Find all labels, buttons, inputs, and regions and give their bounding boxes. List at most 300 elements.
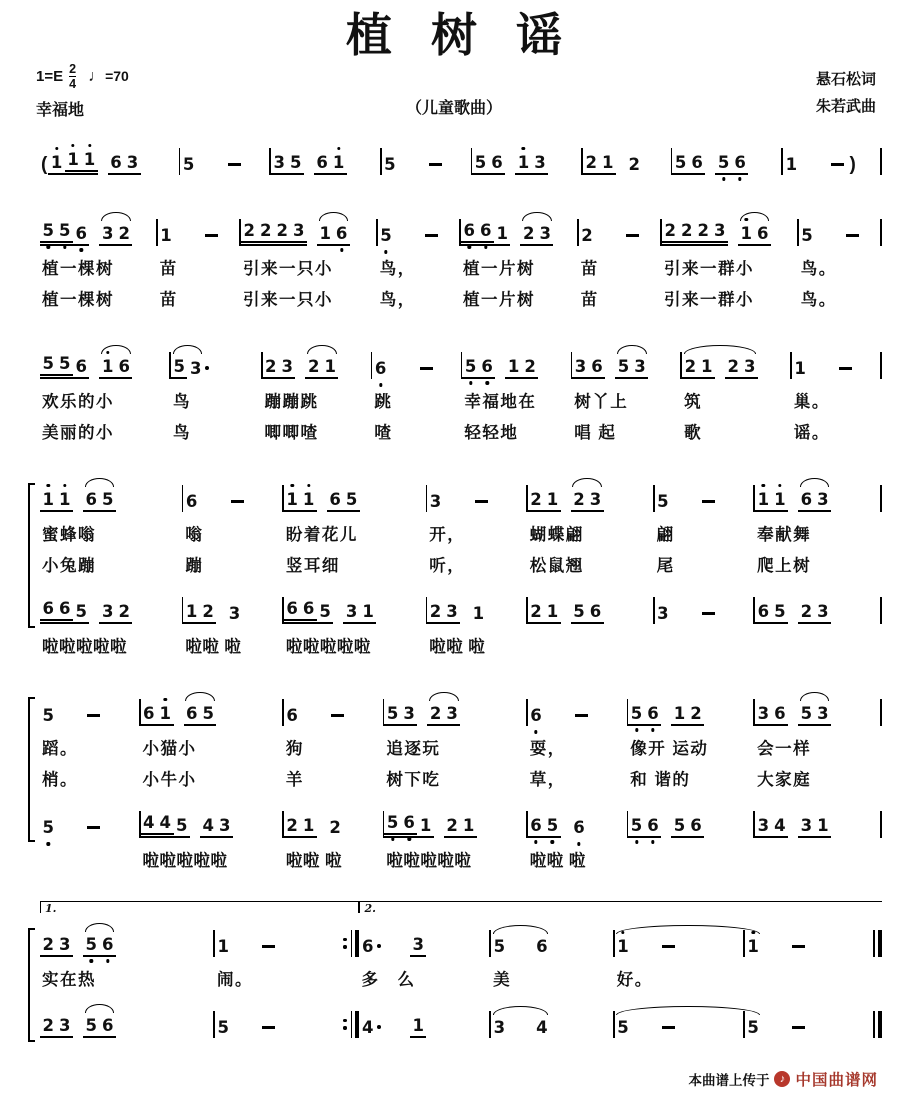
key-signature: 1=E (36, 68, 64, 86)
measure (628, 685, 755, 878)
thin-barline (873, 930, 875, 957)
note: 2 (725, 357, 741, 379)
notes-row-v2 (40, 997, 215, 1047)
note: 1 (599, 153, 615, 175)
note: 2 (40, 935, 56, 957)
measure-tokens (382, 155, 455, 175)
note: 5 (384, 813, 400, 838)
note: 1 (360, 602, 376, 624)
note: 2 (628, 154, 640, 174)
measure (40, 134, 180, 184)
lyrics-lyr2: 谣。 (793, 423, 830, 442)
notes-row-v1 (284, 685, 385, 735)
measure-tokens (183, 492, 256, 512)
notes-row-v1 (799, 205, 882, 255)
measure (171, 338, 263, 450)
system-1 (26, 134, 882, 184)
note: 5 (772, 602, 788, 624)
lyrics-lyr1: 实在热 (42, 970, 96, 989)
measure-tokens (40, 706, 113, 726)
lyrics-la (628, 847, 755, 878)
measure (491, 899, 615, 1047)
lyrics-la: 啦啦啦啦啦 (42, 637, 127, 656)
note: 1 (472, 603, 485, 623)
note: 2 (695, 221, 711, 246)
note: 3 (343, 602, 359, 624)
measure-tokens (461, 221, 561, 246)
repeat-dots (343, 1019, 346, 1030)
lyrics-lyr2: 鸟 (172, 423, 191, 442)
duration-dash (575, 714, 588, 717)
lyricist: 悬石松词 (815, 71, 876, 89)
measure-tokens (615, 937, 688, 957)
lyrics-lyr2: 草， (529, 770, 566, 789)
volta-row (215, 899, 360, 916)
note: 6 (732, 153, 748, 175)
measure (40, 899, 215, 1047)
note: 3 (189, 358, 202, 378)
measure (263, 338, 373, 450)
lyrics-lyr2: 竖耳细 (285, 556, 340, 575)
lyrics-lyr1: 蜜蜂嗡 (42, 525, 96, 544)
barline (880, 699, 882, 726)
lyrics-lyr2: 唧唧喳 (264, 423, 319, 442)
lyrics-lyr2: 听， (429, 556, 466, 575)
note: 6 (284, 599, 300, 624)
lyrics-lyr2: 引来一只小 (243, 290, 333, 309)
note: 4 (157, 813, 173, 838)
notes-row-v2 (615, 997, 745, 1047)
note: 1 (772, 490, 788, 512)
note: 5 (671, 816, 687, 838)
note: 5 (628, 816, 644, 838)
barline (880, 811, 882, 838)
note: 6 (108, 153, 124, 175)
note: 2 (528, 602, 544, 624)
note: 6 (56, 599, 72, 624)
lyrics-lyr1: 苗 (159, 259, 178, 278)
note: 3 (815, 704, 831, 726)
note: 1 (785, 154, 798, 174)
repeat-dot (343, 1026, 346, 1029)
score (26, 134, 882, 1047)
lyrics-lyr2: 轻轻地 (464, 423, 519, 442)
note: 3 (537, 224, 553, 246)
song-title: 植树谣 (345, 8, 602, 62)
lyrics-lyr1: 蹈。 (42, 739, 78, 758)
note: 3 (657, 603, 669, 623)
measure-tokens (528, 490, 612, 512)
notes-row-v2 (528, 797, 629, 847)
note: 6 (286, 705, 298, 725)
note: 6 (528, 816, 544, 838)
measure-tokens (372, 359, 445, 379)
note: 6 (688, 816, 704, 838)
note: 5 (171, 357, 187, 379)
duration-dash (262, 1026, 275, 1029)
lyrics-lyr2: 鸟， (379, 290, 416, 309)
duration-dash (231, 500, 244, 503)
note: 3 (532, 153, 548, 175)
measure-tokens (783, 154, 865, 175)
note: 5 (56, 354, 72, 379)
note: 2 (682, 357, 698, 379)
notes-row-v1 (40, 916, 215, 966)
lyrics-lyr2: 爬上树 (757, 556, 812, 575)
measure-columns (40, 685, 882, 878)
note: 1 (815, 816, 831, 838)
repeat-end-barline (343, 930, 359, 957)
lyrics-lyr2: 引来一群小 (664, 290, 755, 309)
thin-barline (351, 1011, 353, 1038)
note: 6 (361, 936, 374, 956)
lyrics-lyr1: 小猫小 (142, 739, 197, 758)
measure-tokens (141, 704, 225, 726)
notes-row-v2 (491, 997, 615, 1047)
measure-tokens (745, 1018, 818, 1038)
lyrics-lyr1: 盼着花儿 (285, 525, 358, 544)
duration-dash (87, 826, 100, 829)
notes-row-v1 (792, 338, 882, 388)
note: 5 (200, 704, 216, 726)
notes-row-v2 (655, 583, 756, 633)
note: 5 (73, 602, 89, 624)
notes-row-v1 (158, 205, 241, 255)
barline (880, 219, 882, 246)
measure (427, 471, 528, 664)
key-tempo-line (36, 63, 129, 91)
measure-tokens (284, 490, 368, 512)
measure-tokens (183, 602, 250, 624)
score-header (26, 63, 882, 120)
notes-row-v1 (783, 134, 882, 184)
measure-tokens (263, 357, 347, 379)
measure-tokens (615, 1018, 688, 1038)
note: 5 (493, 936, 506, 956)
measure-tokens (40, 150, 149, 175)
notes-row-v2 (755, 583, 882, 633)
note: 6 (772, 704, 788, 726)
notes-row-v1 (528, 685, 629, 735)
repeat-dot (343, 1019, 346, 1022)
lyrics-lyr1: 奉献舞 (757, 525, 812, 544)
lyrics-lyr2: 苗 (159, 290, 178, 309)
note: 5 (472, 153, 488, 175)
notes-row-v2 (359, 997, 491, 1047)
note: 3 (755, 704, 771, 726)
measure (384, 685, 527, 878)
duration-dash (831, 163, 844, 166)
site-name[interactable]: 中国曲谱网 (795, 1071, 878, 1089)
note: 5 (544, 816, 560, 838)
repeat-dots (343, 938, 346, 949)
system-4 (26, 471, 882, 664)
measure-tokens (40, 490, 124, 512)
measure (572, 338, 682, 450)
note: 6 (327, 490, 343, 512)
note: 3 (444, 602, 460, 624)
repeat-dot (343, 938, 346, 941)
notes-row-v2 (628, 797, 755, 847)
duration-dash (228, 163, 241, 166)
note: 6 (401, 813, 417, 838)
measure-tokens (284, 706, 357, 726)
notes-row-v1 (745, 916, 882, 966)
duration-dash (87, 714, 100, 717)
note: 4 (361, 1017, 374, 1037)
parenthesis: ) (849, 153, 856, 175)
notes-row-v1 (672, 134, 783, 184)
lyrics-lyr2: 松鼠翘 (529, 556, 584, 575)
note: 5 (384, 704, 400, 726)
measure-tokens (755, 704, 839, 726)
measure-tokens (655, 604, 728, 624)
note: 1 (40, 490, 56, 512)
note: 6 (116, 357, 132, 379)
lyrics-lyr1: 引来一只小 (243, 259, 333, 278)
lyrics-la (655, 633, 756, 664)
volta-row (615, 899, 745, 916)
lyrics-lyr1: 追逐玩 (386, 739, 441, 758)
note: 1 (183, 602, 199, 624)
lyrics-lyr1: 嗡 (185, 525, 204, 544)
measure (40, 338, 171, 450)
note: 6 (141, 704, 157, 726)
notes-row-v1 (491, 916, 615, 966)
lyrics-lyr1: 苗 (580, 259, 599, 278)
note: 3 (815, 602, 831, 624)
note: 2 (284, 816, 300, 838)
measure (215, 899, 360, 1047)
measure-tokens (180, 155, 253, 175)
duration-dash (792, 1026, 805, 1029)
thick-barline (878, 1011, 883, 1038)
expression-marking: 幸福地 (36, 101, 85, 119)
duration-dash (425, 234, 438, 237)
measure-tokens (491, 1018, 558, 1038)
lyrics-la (755, 847, 882, 878)
note: 2 (522, 357, 538, 379)
lyrics-lyr2: 美丽的小 (42, 423, 114, 442)
note: 2 (520, 224, 536, 246)
lyrics-la (755, 633, 882, 664)
duration-dash (205, 234, 218, 237)
measure-tokens (579, 226, 652, 246)
lyrics-la: 啦啦 啦 (285, 851, 342, 870)
measure-tokens (171, 357, 246, 379)
repeat-dot (343, 945, 346, 948)
lyrics-lyr2: 和 谐的 (630, 770, 691, 789)
note: 1 (330, 153, 346, 175)
note: 2 (528, 490, 544, 512)
note: 1 (56, 490, 72, 512)
measure-tokens (141, 813, 241, 838)
system-6 (26, 899, 882, 1047)
notes-row-v1 (583, 134, 672, 184)
measure (40, 205, 158, 317)
lyrics-lyr1: 幸福地在 (464, 392, 537, 411)
measure (382, 134, 473, 184)
note: 5 (715, 153, 731, 175)
tempo-marking (88, 68, 129, 86)
note: 1 (671, 704, 687, 726)
note: 6 (589, 357, 605, 379)
note: 5 (615, 357, 631, 379)
measure-tokens (755, 490, 839, 512)
duration-dash (429, 163, 442, 166)
duration-dash (846, 234, 859, 237)
lyrics-lyr1: 欢乐的小 (42, 392, 114, 411)
note: 6 (73, 357, 89, 379)
note: 5 (174, 816, 190, 838)
note: 1 (99, 357, 115, 379)
note: 6 (99, 935, 115, 957)
final-barline (873, 930, 882, 957)
note: 2 (427, 704, 443, 726)
note: 1 (65, 150, 81, 175)
lyrics-lyr2: 植一片树 (463, 290, 536, 309)
note: 3 (401, 704, 417, 726)
notes-row-v1 (40, 685, 141, 735)
measure-tokens (682, 357, 766, 379)
volta-label: 2. (364, 901, 376, 915)
note: 2 (798, 602, 814, 624)
note: 3 (798, 816, 814, 838)
measure-tokens (384, 813, 484, 838)
measure-tokens (427, 492, 500, 512)
note: 1 (48, 153, 64, 175)
note: 1 (699, 357, 715, 379)
note: 6 (528, 706, 544, 726)
note: 4 (772, 816, 788, 838)
augmentation-dot (205, 366, 209, 370)
notes-row-v1 (472, 134, 583, 184)
note: 3 (279, 357, 295, 379)
note: 3 (290, 221, 306, 246)
volta-row (40, 899, 215, 916)
credits (816, 67, 882, 120)
note: 6 (479, 357, 495, 379)
lyrics-lyr2: 小牛小 (142, 770, 197, 789)
note: 1 (317, 224, 333, 246)
note: 6 (645, 704, 661, 726)
measure-tokens (755, 816, 839, 838)
site-logo-icon[interactable]: ♪ (774, 1071, 790, 1087)
note: 4 (200, 816, 216, 838)
notes-row-v2 (427, 583, 528, 633)
note: 3 (124, 153, 140, 175)
duration-dash (662, 945, 675, 948)
measure (284, 471, 427, 664)
note: 6 (645, 816, 661, 838)
notes-row-v1 (40, 471, 183, 521)
note: 5 (672, 153, 688, 175)
measure (799, 205, 882, 317)
note: 6 (184, 704, 200, 726)
notes-row-v1 (378, 205, 461, 255)
measure-tokens (572, 357, 656, 379)
note: 1 (794, 358, 806, 378)
lyrics-lyr1: 开， (429, 525, 466, 544)
voice-brace (28, 697, 35, 842)
note: 5 (798, 704, 814, 726)
measure-tokens (655, 492, 728, 512)
note: 1 (217, 936, 229, 956)
lyrics-lyr1: 鸟。 (800, 259, 837, 278)
lyrics-lyr1: 会一样 (757, 739, 812, 758)
note: 3 (56, 1016, 72, 1038)
duration-dash (662, 1026, 675, 1029)
note: 5 (56, 221, 72, 246)
note: 3 (410, 935, 426, 957)
measure (141, 685, 284, 878)
note: 3 (429, 491, 442, 511)
note: 5 (571, 602, 587, 624)
notes-row-v1 (40, 205, 158, 255)
note: 3 (572, 357, 588, 379)
measure-tokens (628, 704, 712, 726)
lyrics-lyr2: 尾 (656, 556, 675, 575)
voice-brace (28, 483, 35, 628)
barline (880, 352, 882, 379)
lyrics-lyr1: 巢。 (793, 392, 830, 411)
measure (528, 685, 629, 878)
lyrics-lyr2: 大家庭 (757, 770, 812, 789)
lyrics-lyr1: 好。 (616, 970, 653, 989)
note: 3 (711, 221, 727, 246)
note: 3 (56, 935, 72, 957)
note: 5 (378, 226, 394, 246)
duration-dash (331, 714, 344, 717)
notes-row-v2 (183, 583, 284, 633)
note: 6 (489, 153, 505, 175)
note: 5 (747, 1017, 759, 1037)
note: 6 (99, 1016, 115, 1038)
note: 1 (544, 490, 560, 512)
volta-row (359, 899, 491, 916)
measure-tokens (628, 816, 712, 838)
note: 5 (40, 221, 56, 246)
volta-row (491, 899, 615, 916)
note: 5 (42, 705, 54, 725)
measure (183, 471, 284, 664)
thin-barline (351, 930, 353, 957)
notes-row-v1 (372, 338, 462, 388)
footer (26, 1068, 882, 1090)
measure-tokens (359, 935, 434, 957)
notes-row-v2 (384, 797, 527, 847)
notes-row-v1 (427, 471, 528, 521)
note: 2 (305, 357, 321, 379)
note: 5 (617, 1017, 629, 1037)
lyrics-la: 啦啦 啦 (529, 851, 586, 870)
measure (528, 471, 655, 664)
measure (40, 685, 141, 878)
note: 3 (632, 357, 648, 379)
note: 6 (333, 224, 349, 246)
note: 3 (99, 602, 115, 624)
note: 5 (343, 490, 359, 512)
measure (579, 205, 662, 317)
note: 2 (40, 1016, 56, 1038)
note: 2 (444, 816, 460, 838)
notes-row-v1 (241, 205, 378, 255)
note: 3 (228, 603, 241, 623)
note: 3 (755, 816, 771, 838)
measure-tokens (284, 599, 384, 624)
note: 5 (83, 935, 99, 957)
measure-tokens (755, 602, 839, 624)
